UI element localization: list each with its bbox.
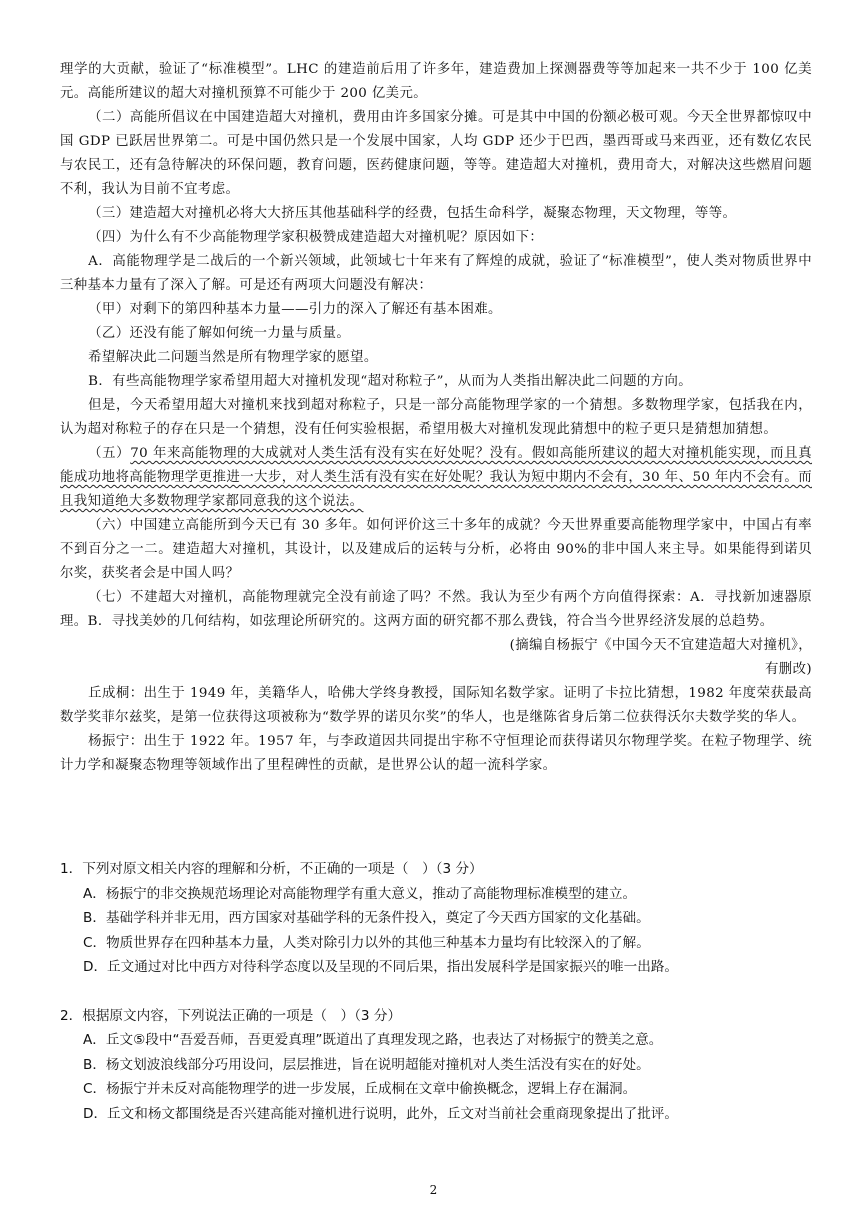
paragraph: 理学的大贡献，验证了“标准模型”。LHC 的建造前后用了许多年，建造费加上探测器费等等加起来一共不少于 100 亿美元。高能所建议的超大对撞机预算不可能少于 200 亿美元。 — [60, 62, 812, 101]
question-2 — [60, 1004, 812, 1127]
source-citation-note: 有删改) — [765, 662, 812, 677]
option-b: B．杨文划波浪线部分巧用设问，层层推进，旨在说明超能对撞机对人类生活没有实在的好处。 — [83, 1056, 650, 1073]
author-bio-yau: 丘成桐：出生于 1949 年，美籍华人，哈佛大学终身教授，国际知名数学家。证明了卡拉比猜想，1982 年度荣获最高数学奖菲尔兹奖，是第一位获得这项被称为“数学界的诺贝尔奖”的华人，也是继陈省身后第二位获得沃尔夫数学奖的华人。 — [60, 686, 812, 725]
option-c: C．杨振宁并未反对高能物理学的进一步发展，丘成桐在文章中偷换概念，逻辑上存在漏洞。 — [83, 1081, 637, 1097]
option-b: B．基础学科并非无用，西方国家对基础学科的无条件投入，奠定了今天西方国家的文化基础。 — [83, 910, 650, 926]
option-a: A．杨振宁的非交换规范场理论对高能物理学有重大意义，推动了高能物理标准模型的建立。 — [83, 885, 637, 902]
paragraph: 但是，今天希望用超大对撞机来找到超对称粒子，只是一部分高能物理学家的一个猜想。多数物理学家，包括我在内，认为超对称粒子的存在只是一个猜想，没有任何实验根据，希望用极大对撞机发现此猜想中的粒子更只是猜想加猜想。 — [60, 398, 812, 437]
paragraph-underlined — [60, 442, 812, 514]
page-number: 2 — [429, 1183, 438, 1197]
source-citation: (摘编自杨振宁《中国今天不宜建造超大对撞机》， — [509, 638, 812, 653]
paragraph: （甲）对剩下的第四种基本力量——引力的深入了解还有基本困难。 — [88, 302, 502, 317]
paragraph: （七）不建超大对撞机，高能物理就完全没有前途了吗？不然。我认为至少有两个方向值得探索：A．寻找新加速器原理。B．寻找美妙的几何结构，如弦理论所研究的。这两方面的研究都不那么费钱，符合当今世界经济发展的总趋势。 — [60, 590, 812, 629]
paragraph: （四）为什么有不少高能物理学家积极赞成建造超大对撞机呢？原因如下： — [88, 230, 544, 245]
passage — [60, 58, 812, 778]
option-a: A．丘文⑤段中“吾爱吾师，吾更爱真理”既道出了真理发现之路，也表达了对杨振宁的赞美之意。 — [83, 1032, 663, 1048]
option-c: C．物质世界存在四种基本力量，人类对除引力以外的其他三种基本力量均有比较深入的了解。 — [83, 934, 650, 951]
option-d: D．丘文和杨文都围绕是否兴建高能对撞机进行说明，此外，丘文对当前社会重商现象提出了批评。 — [83, 1105, 678, 1122]
wavy-underlined-text: 70 年来高能物理的大成就对人类生活有没有实在好处呢？没有。假如高能所建议的超大对撞机能实现，而且真能成功地将高能物理学更推进一大步，对人类生活有没有实在好处呢？我认为短中期内不会有，30 年、50 年内不会有。而且我知道绝大多数物理学家都同意我的这个说法。 — [60, 446, 813, 509]
question-1 — [60, 857, 812, 980]
paragraph: 希望解决此二问题当然是所有物理学家的愿望。 — [88, 350, 378, 365]
paragraph-prefix: （五） — [88, 446, 131, 461]
question-section — [60, 857, 812, 1126]
paragraph: A．高能物理学是二战后的一个新兴领域，此领域七十年来有了辉煌的成就，验证了“标准模型”，使人类对物质世界中三种基本力量有了深入了解。可是还有两项大问题没有解决： — [60, 254, 812, 293]
paragraph: （六）中国建立高能所到今天已有 30 多年。如何评价这三十多年的成就？今天世界重要高能物理学家中，中国占有率不到百分之一二。建造超大对撞机，其设计，以及建成后的运转与分析，必将由 90%的非中国人来主导。如果能得到诺贝尔奖，获奖者会是中国人吗？ — [60, 518, 812, 581]
paragraph: （乙）还没有能了解如何统一力量与质量。 — [88, 326, 351, 341]
question-stem: 2．根据原文内容，下列说法正确的一项是（ ）（3 分） — [60, 1007, 402, 1024]
option-d: D．丘文通过对比中西方对待科学态度以及呈现的不同后果，指出发展科学是国家振兴的唯一出路。 — [83, 959, 678, 975]
author-bio-yang: 杨振宁：出生于 1922 年。1957 年，与李政道因共同提出宇称不守恒理论而获得诺贝尔物理学奖。在粒子物理学、统计力学和凝聚态物理等领域作出了里程碑性的贡献，是世界公认的超一流科学家。 — [60, 734, 812, 773]
paragraph: （二）高能所倡议在中国建造超大对撞机，费用由许多国家分摊。可是其中中国的份额必极可观。今天全世界都惊叹中国 GDP 已跃居世界第二。可是中国仍然只是一个发展中国家，人均 GDP 还少于巴西，墨西哥或马来西亚，还有数亿农民与农民工，还有急待解决的环保问题，教育问题，医药健康问题，等等。建造超大对撞机，费用奇大，对解决这些燃眉问题不利，我认为目前不宜考虑。 — [60, 110, 812, 197]
paragraph: B．有些高能物理学家希望用超大对撞机发现“超对称粒子”，从而为人类指出解决此二问题的方向。 — [88, 374, 693, 389]
paragraph: （三）建造超大对撞机必将大大挤压其他基础科学的经费，包括生命科学，凝聚态物理，天文物理，等等。 — [88, 206, 737, 221]
question-stem: 1．下列对原文相关内容的理解和分析，不正确的一项是（ ）（3 分） — [60, 861, 483, 877]
